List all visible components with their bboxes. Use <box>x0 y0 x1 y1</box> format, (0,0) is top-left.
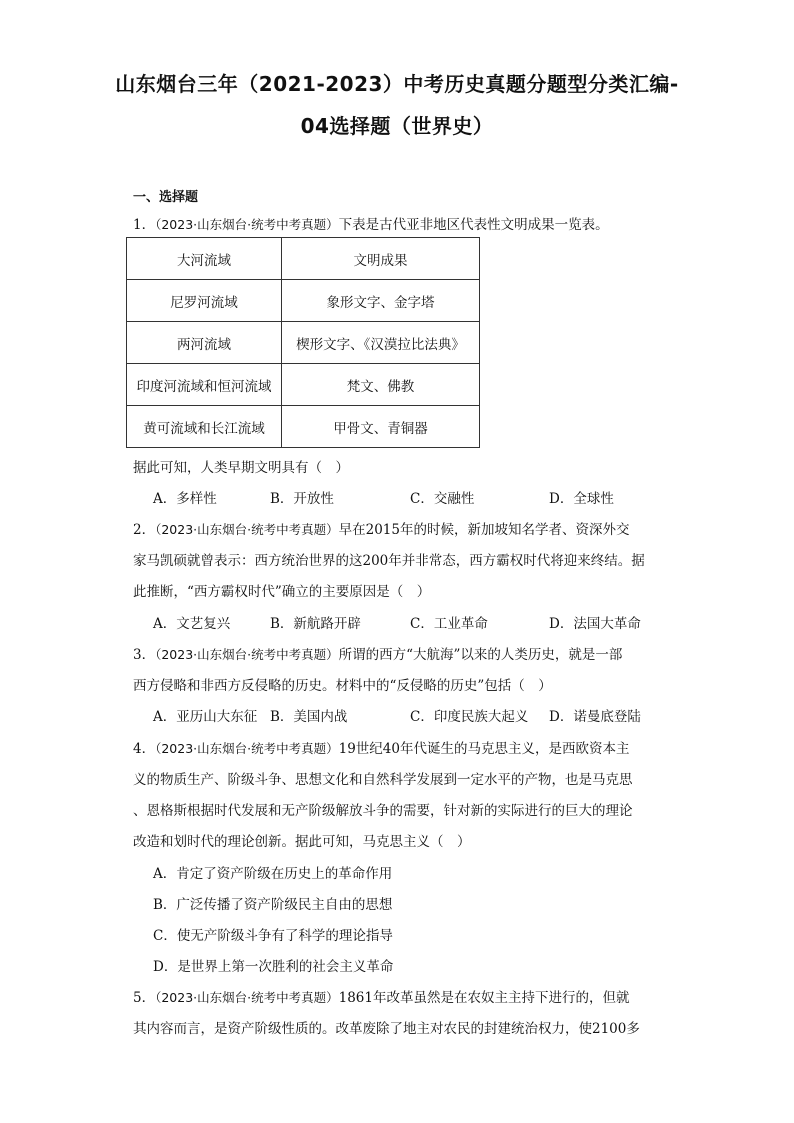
table-row <box>127 364 480 406</box>
question-2-stem <box>133 518 629 538</box>
question-4-stem <box>133 737 629 757</box>
question-source: （2023·山东烟台·统考中考真题） <box>155 522 339 537</box>
question-number: 5． <box>133 990 156 1006</box>
question-number: 1． <box>133 217 156 233</box>
table-header-cell: 文明成果 <box>282 238 480 280</box>
table-cell: 印度河流域和恒河流域 <box>127 364 282 406</box>
question-source: （2023·山东烟台·统考中考真题） <box>155 741 339 756</box>
table-row <box>127 322 480 364</box>
question-text-line: 下表是古代亚非地区代表性文明成果一览表。 <box>338 217 609 233</box>
question-number: 3． <box>133 647 156 663</box>
table-header-cell: 大河流域 <box>127 238 282 280</box>
question-number: 4． <box>133 741 156 757</box>
question-source: （2023·山东烟台·统考中考真题） <box>155 990 339 1005</box>
option-b: B．美国内战 <box>270 709 348 725</box>
question-source: （2023·山东烟台·统考中考真题） <box>155 217 339 232</box>
question-5-stem <box>133 986 629 1006</box>
option-a: A．肯定了资产阶级在历史上的革命作用 <box>153 866 393 882</box>
question-text-line: 义的物质生产、阶级斗争、思想文化和自然科学发展到一定水平的产物，也是马克思 <box>133 772 633 788</box>
question-text-line: 此推断，“西方霸权时代”确立的主要原因是（ ） <box>133 584 431 600</box>
table-cell: 黄可流域和长江流域 <box>127 406 282 448</box>
question-1-prompt: 据此可知，人类早期文明具有（ ） <box>133 460 349 476</box>
question-text-line: 、恩格斯根据时代发展和无产阶级解放斗争的需要，针对新的实际进行的巨大的理论 <box>133 803 633 819</box>
table-cell: 尼罗河流域 <box>127 280 282 322</box>
table-cell: 甲骨文、青铜器 <box>282 406 480 448</box>
option-b: B．广泛传播了资产阶级民主自由的思想 <box>153 897 393 913</box>
option-b: B．新航路开辟 <box>270 616 361 632</box>
table-row <box>127 280 480 322</box>
option-c: C．使无产阶级斗争有了科学的理论指导 <box>153 928 393 944</box>
question-source: （2023·山东烟台·统考中考真题） <box>155 647 339 662</box>
table-cell: 楔形文字、《汉漠拉比法典》 <box>282 322 480 364</box>
question-text-line: 1861年改革虽然是在农奴主主持下进行的，但就 <box>338 990 630 1006</box>
section-heading: 一、选择题 <box>133 190 199 205</box>
question-text-line: 家马凯硕就曾表示：西方统治世界的这200年并非常态，西方霸权时代将迎来终结。据 <box>133 553 645 569</box>
table-cell: 梵文、佛教 <box>282 364 480 406</box>
civilization-table <box>126 237 480 448</box>
option-b: B．开放性 <box>270 491 334 507</box>
option-d: D．是世界上第一次胜利的社会主义革命 <box>153 959 394 975</box>
option-a: A．亚历山大东征 <box>153 709 258 725</box>
table-row <box>127 406 480 448</box>
option-d: D．全球性 <box>549 491 614 507</box>
question-text-line: 其内容而言，是资产阶级性质的。改革废除了地主对农民的封建统治权力，使2100多 <box>133 1021 640 1037</box>
question-text-line: 所谓的西方“大航海”以来的人类历史，就是一部 <box>338 647 623 663</box>
question-1-stem <box>133 213 609 233</box>
option-a: A．多样性 <box>153 491 217 507</box>
question-text-line: 改造和划时代的理论创新。据此可知，马克思主义（ ） <box>133 834 471 850</box>
title-line-1: 山东烟台三年（2021-2023）中考历史真题分题型分类汇编- <box>115 72 679 96</box>
table-header-row <box>127 238 480 280</box>
option-d: D．诺曼底登陆 <box>549 709 641 725</box>
table-cell: 两河流域 <box>127 322 282 364</box>
option-c: C．交融性 <box>410 491 475 507</box>
option-d: D．法国大革命 <box>549 616 641 632</box>
option-c: C．工业革命 <box>410 616 488 632</box>
option-c: C．印度民族大起义 <box>410 709 529 725</box>
option-a: A．文艺复兴 <box>153 616 231 632</box>
question-text-line: 西方侵略和非西方反侵略的历史。材料中的“反侵略的历史”包括（ ） <box>133 678 552 694</box>
table-cell: 象形文字、金字塔 <box>282 280 480 322</box>
question-number: 2． <box>133 522 156 538</box>
question-text-line: 19世纪40年代诞生的马克思主义，是西欧资本主 <box>338 741 630 757</box>
question-3-stem <box>133 643 622 663</box>
question-text-line: 早在2015年的时候，新加坡知名学者、资深外交 <box>338 522 630 538</box>
title-line-2: 04选择题（世界史） <box>300 114 494 138</box>
